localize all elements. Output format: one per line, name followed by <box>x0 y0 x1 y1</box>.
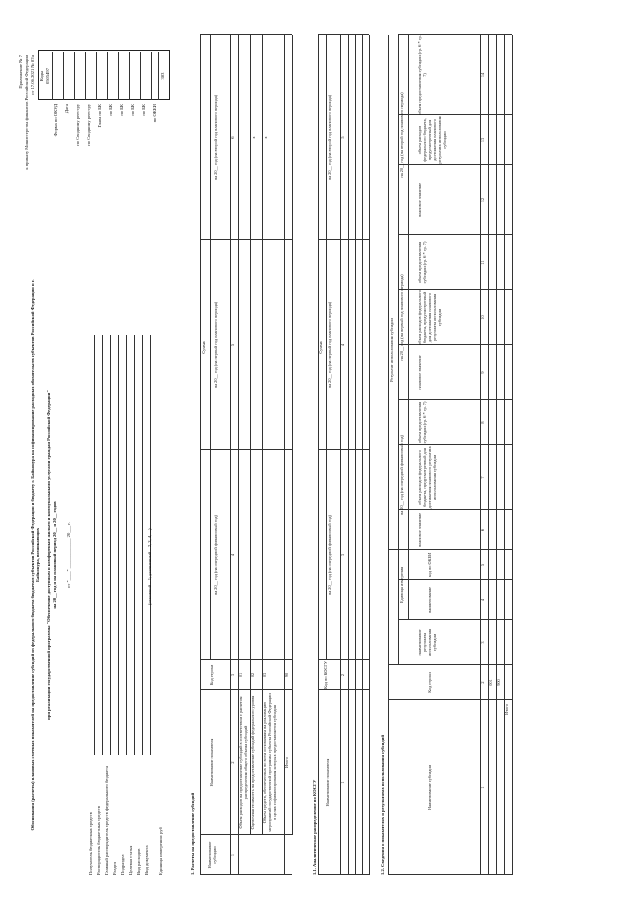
left-label: Целевая статья <box>128 845 133 875</box>
rule-line <box>496 35 497 875</box>
row-total: Итого <box>504 704 509 715</box>
field-underline <box>134 335 135 755</box>
col-number: 3 <box>340 553 345 557</box>
row-code: 03 <box>262 672 267 678</box>
year-header: на 20__ год (на первый год планового периода) <box>213 301 218 389</box>
left-label: Распорядитель бюджетных средств <box>96 805 101 875</box>
row-value: x <box>251 136 256 139</box>
col-number: 2 <box>480 681 485 684</box>
col-number: 8 <box>480 421 485 424</box>
row-code: 900 <box>496 679 501 686</box>
col-header: Сумма <box>201 341 206 354</box>
year-header: на 20__ год (на второй год планового периода) <box>327 94 332 181</box>
col-number: 6 <box>230 136 235 139</box>
col-number: 4 <box>230 553 235 557</box>
codes-row-label: Дата <box>64 104 69 114</box>
row-code: 90 <box>284 672 289 678</box>
row-label: Итого <box>284 757 289 768</box>
rule-line <box>362 35 363 875</box>
col-header: Наименование показателя <box>325 758 330 807</box>
year-header: на 20__ год (на очередной финансовый год) <box>327 515 332 595</box>
codes-row-label: Глава по БК <box>97 104 102 128</box>
codes-row-line <box>85 52 86 100</box>
col-number: 3 <box>480 641 485 644</box>
codes-row-label: по БК <box>141 104 146 116</box>
codes-row-line <box>140 52 141 100</box>
col-subheader: код по ОКЕИ <box>427 552 432 578</box>
row-code: 001 <box>488 679 493 686</box>
left-label: Вид расходов <box>136 848 141 875</box>
col-number: 1 <box>480 786 485 789</box>
left-label: Подраздел <box>120 854 125 875</box>
col-number: 2 <box>340 673 345 677</box>
codes-form-code: 0505497 <box>45 67 50 85</box>
codes-row-line <box>151 52 152 100</box>
col-number: 5 <box>340 136 345 139</box>
col-header: Единица измерения <box>399 566 404 604</box>
codes-row-line <box>118 52 119 100</box>
rule-line <box>408 550 409 620</box>
rule-line <box>369 35 370 875</box>
col-header: Код по КОСГУ <box>323 661 328 689</box>
row-label: Объем средств, обеспеченных по всем основаниям на реализацию мероприятий государственной программы субъекта Российской Федерации в целях софинансирования которых предоставляется субсидия <box>262 693 277 832</box>
col-subheader: объем расходов федерального бюджета, предусмотренный для достижения планового результата использования субсидии <box>417 116 447 164</box>
col-subheader: плановое значение <box>417 355 422 390</box>
left-label: Вид документа <box>144 845 149 875</box>
rule-line <box>388 35 389 875</box>
col-subheader: плановое значение <box>417 182 422 218</box>
year-header: на 20__ год (на первый год планового периода) <box>327 301 332 389</box>
col-header: Результат использования субсидии <box>389 318 394 382</box>
codes-row-line <box>52 52 53 100</box>
col-subheader: наименование результата использования субсидии <box>417 629 437 656</box>
codes-row-label: по БК <box>130 104 135 116</box>
col-header: Сумма <box>318 341 323 354</box>
field-underline <box>94 335 95 755</box>
col-number: 7 <box>480 476 485 479</box>
year-header: на 20__ год (на второй год планового периода) <box>213 94 218 181</box>
col-subheader: плановое значение <box>417 512 422 548</box>
form-date: от "____" _____________ 20___ г. <box>66 522 71 588</box>
codes-row-label: по Сводному реестру <box>75 104 80 146</box>
row-label: Оценочная стоимость на предоставление субсидий федерального уровня <box>250 695 255 830</box>
row-value <box>252 240 262 450</box>
row-code: 01 <box>238 672 243 678</box>
field-underline <box>126 335 127 755</box>
col-header: Код строки <box>209 664 214 686</box>
rule-line <box>292 35 293 835</box>
codes-row-line <box>74 52 75 100</box>
row-value: x <box>263 136 268 139</box>
col-subheader: наименование <box>427 587 432 613</box>
rule-line <box>512 35 513 875</box>
rule-line <box>355 35 356 875</box>
rule-line <box>210 35 211 660</box>
col-subheader: объем расходов федерального бюджета, предусмотренный для достижения планового результата использования субсидии <box>417 446 437 509</box>
left-label: Главный распорядитель средств федерального бюджета <box>104 765 109 875</box>
col-number: 14 <box>480 72 485 78</box>
left-label: Единица измерения: руб <box>158 827 163 875</box>
year-header: на 20__ год (на второй год планового периода) <box>399 92 404 178</box>
form-title: Обоснования (расчеты) плановых сметных показателей на предоставление субсидий из федерального бюджета бюджетам субъектов Российской Федерации и бюджету г. Байконура на софинансирование расходных обязательств субъектов Российской Федерации и г. Байконура, возникающих <box>30 279 41 831</box>
codes-row-label: по Сводному реестру <box>86 104 91 146</box>
col-number: 5 <box>230 343 235 347</box>
codes-row-line <box>96 52 97 100</box>
rule-line <box>388 874 512 875</box>
appendix-line3: от 17.06.2021 № 87н <box>30 55 35 95</box>
section12-title: 1.2. Сведения о показателях и результатах использования субсидий <box>380 735 385 875</box>
codes-row-label: по БК <box>119 104 124 116</box>
codes-row-label: по ОКЕИ <box>152 104 157 123</box>
col-subheader: объем предоставления субсидии (гр. 6 * гр. 7) <box>417 401 427 444</box>
year-header: на 20__ год (на очередной финансовый год) <box>399 435 404 515</box>
codes-header: Коды <box>39 70 44 82</box>
appendix-line2: к приказу Министерства финансов Российской Федерации <box>24 55 29 170</box>
rule-line <box>408 35 409 550</box>
doc-type-note: (основной – 1; уточненный – 2, 3, 4, ...) <box>147 528 152 605</box>
row-value <box>264 450 284 660</box>
col-number: 5 <box>480 563 485 567</box>
field-underline <box>110 335 111 755</box>
col-header: Наименование показателя <box>209 738 214 787</box>
col-number: 1 <box>340 781 345 784</box>
row-label: Объем расходов на предоставление субсидий в соответствии с расчетом распределения общего объема субсидий <box>238 696 248 829</box>
col-number: 9 <box>480 371 485 374</box>
codes-row-line <box>129 52 130 100</box>
codes-row-line <box>158 52 159 100</box>
left-label: Получатель бюджетных средств <box>88 812 93 875</box>
row-value <box>240 35 250 240</box>
row-value <box>252 450 262 660</box>
codes-okei: 383 <box>160 72 165 80</box>
form-title-period: на 20__ год и на плановый период 20__ и 20__ годов <box>52 501 57 609</box>
codes-row-line <box>107 52 108 100</box>
col-number: 1 <box>230 853 235 857</box>
col-subheader: объем расходов федерального бюджета, предусмотренный для достижения планового результата использования субсидии <box>417 290 442 345</box>
rule-line <box>398 579 512 580</box>
codes-row-line <box>63 52 64 100</box>
col-number: 3 <box>230 673 235 677</box>
col-number: 10 <box>480 315 485 320</box>
col-subheader: объем предоставления субсидии (гр. 6 * гр. 7) <box>417 241 427 284</box>
row-value <box>240 450 250 660</box>
col-header: Наименование субсидии <box>207 841 217 869</box>
col-number: 11 <box>480 260 485 265</box>
col-number: 4 <box>340 343 345 347</box>
section1-title: 1. Расчеты на предоставление субсидий <box>190 792 195 875</box>
row-value <box>264 240 284 450</box>
section11-title: 1.1. Аналитическое распределение по КОСГУ <box>312 779 317 875</box>
row-value <box>240 240 250 450</box>
col-subheader: объем предоставления субсидии (гр. 6 * гр. 7) <box>417 35 427 115</box>
col-header: Код строки <box>427 672 432 693</box>
col-number: 4 <box>480 598 485 602</box>
codes-row-label: по БК <box>108 104 113 116</box>
left-label: Раздел <box>112 862 117 875</box>
year-header: на 20__ год (на первый год планового периода) <box>399 274 404 361</box>
col-number: 13 <box>480 137 485 143</box>
col-number: 12 <box>480 197 485 203</box>
form-title-program: при реализации государственной программы "Обеспечение доступным и комфортным жильем и коммунальными услугами граждан Российской Федерации" <box>46 390 51 720</box>
col-number: 2 <box>230 761 235 764</box>
col-header: Наименование субсидии <box>427 765 432 810</box>
appendix-line1: Приложение № 7 <box>18 55 23 89</box>
col-number: 6 <box>480 528 485 532</box>
field-underline <box>102 335 103 755</box>
row-code: 02 <box>250 672 255 678</box>
field-underline <box>142 335 143 755</box>
codes-row-label: Форма по ОКУД <box>53 104 58 137</box>
year-header: на 20__ год (на очередной финансовый год) <box>213 515 218 595</box>
rule-line <box>200 35 201 875</box>
field-underline <box>118 335 119 755</box>
